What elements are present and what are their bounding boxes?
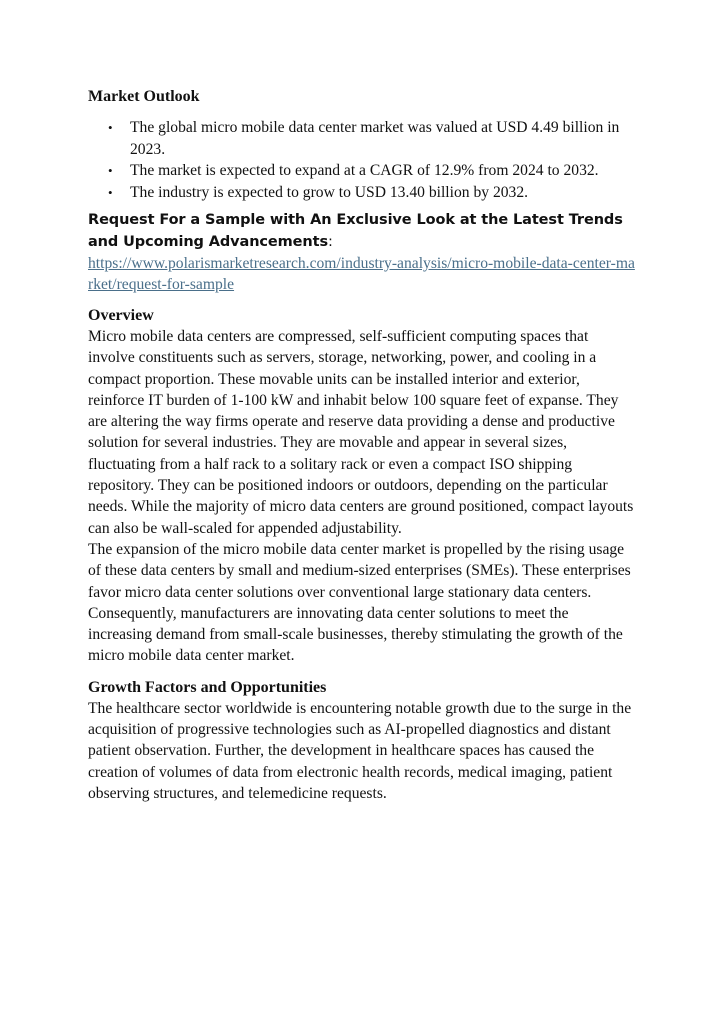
market-outlook-list	[88, 117, 636, 203]
market-outlook-heading: Market Outlook	[88, 88, 200, 105]
document-body	[88, 86, 636, 804]
list-item-text: The market is expected to expand at a CAGR of 12.9% from 2024 to 2032.	[130, 162, 599, 179]
overview-paragraph-1: Micro mobile data centers are compressed, self-sufficient computing spaces that involve constituents such as servers, storage, networking, power, and cooling in a compact proportion. These movable units can be installed interior and exterior, reinforce IT burden of 1-100 kW and inhabit below 100 square feet of expanse. They are altering the way firms operate and reserve data providing a dense and productive solution for several industries. They are movable and appear in several sizes, fluctuating from a half rack to a solitary rack or even a compact ISO shipping repository. They can be positioned indoors or outdoors, depending on the particular needs. While the majority of micro data centers are ground positioned, compact layouts can also be wall-scaled for appended adjustability.	[88, 328, 634, 537]
request-sample-title: Request For a Sample with An Exclusive Look at the Latest Trends and Upcoming Advancements	[88, 212, 623, 250]
bullet-icon: •	[108, 184, 113, 200]
request-sample-block	[88, 209, 636, 295]
overview-paragraph-2: The expansion of the micro mobile data center market is propelled by the rising usage of these data centers by small and medium-sized enterprises (SMEs). These enterprises favor micro data center solutions over conventional large stationary data centers. Consequently, manufacturers are innovating data center solutions to meet the increasing demand from small-scale businesses, thereby stimulating the growth of the micro mobile data center market.	[88, 540, 631, 665]
list-item-text: The industry is expected to grow to USD 13.40 billion by 2032.	[130, 183, 529, 201]
growth-heading: Growth Factors and Opportunities	[88, 678, 327, 696]
list-item	[108, 160, 636, 182]
overview-heading: Overview	[88, 307, 154, 324]
growth-paragraph-1: The healthcare sector worldwide is encountering notable growth due to the surge in the acquisition of progressive technologies such as AI-propelled diagnostics and distant patient observation. Further, the development in healthcare spaces has caused the creation of volumes of data from electronic health records, medical imaging, patient observing structures, and telemedicine requests.	[88, 699, 632, 802]
list-item	[108, 117, 636, 160]
bullet-icon: •	[108, 163, 113, 178]
request-sample-separator: :	[328, 234, 333, 250]
request-sample-heading	[88, 209, 636, 253]
list-item	[108, 182, 636, 204]
request-sample-link[interactable]: https://www.polarismarketresearch.com/industry-analysis/micro-mobile-data-center-market/request-for-sample	[88, 255, 635, 293]
list-item-text: The global micro mobile data center market was valued at USD 4.49 billion in 2023.	[130, 119, 620, 158]
bullet-icon: •	[108, 120, 113, 135]
